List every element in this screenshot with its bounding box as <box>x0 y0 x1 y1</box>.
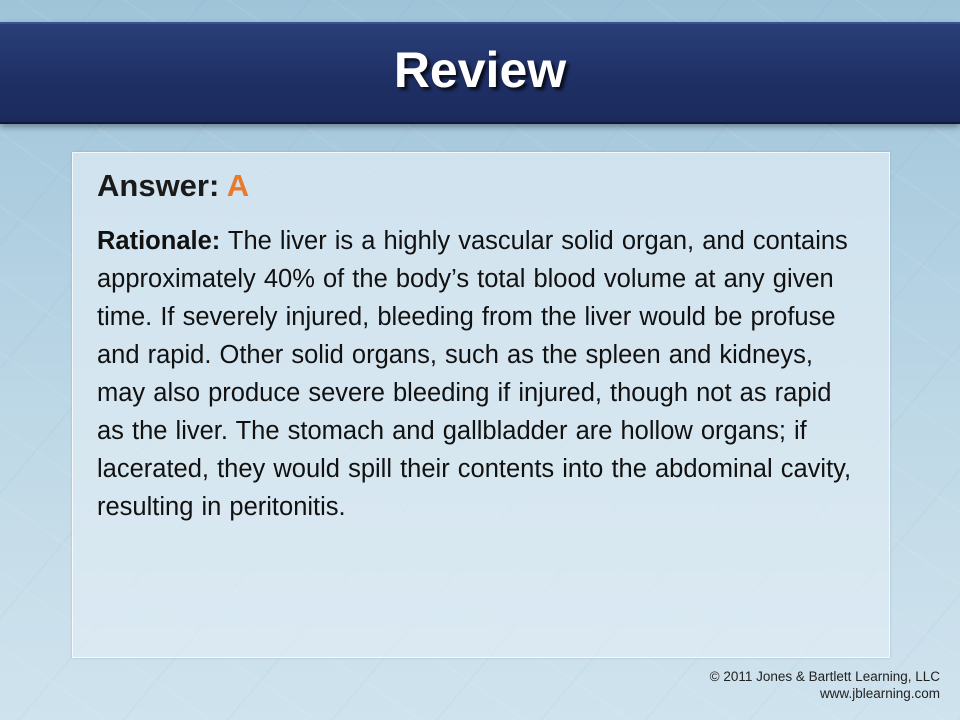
answer-label: Answer: <box>97 168 227 203</box>
website-text: www.jblearning.com <box>819 686 940 701</box>
answer-value: A <box>226 168 250 203</box>
rationale-paragraph <box>97 222 857 526</box>
rationale-label: Rationale: <box>97 227 221 255</box>
answer-line <box>97 166 249 206</box>
rationale-text: The liver is a highly vascular solid organ, and contains approximately 40% of the body’s total blood volume at any given time. If severely injured, bleeding from the liver would be profuse and rapid. Other solid organs, such as the spleen and kidneys, may also produce severe bleeding if injured, though not as rapid as the liver. The stomach and gallbladder are hollow organs; if lacerated, they would spill their contents into the abdominal cavity, resulting in peritonitis. <box>97 227 852 521</box>
copyright-text: © 2011 Jones & Bartlett Learning, LLC <box>709 669 940 684</box>
footer-credit <box>710 668 940 702</box>
slide-title: Review <box>393 42 567 98</box>
